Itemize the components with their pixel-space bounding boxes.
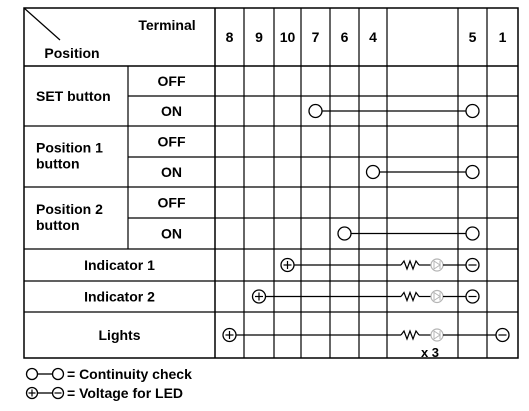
state-label: OFF xyxy=(157,73,186,89)
position-label: SET button xyxy=(36,88,111,104)
voltage-legend-symbol xyxy=(27,388,64,399)
terminal-connector-circle xyxy=(466,227,479,240)
led-symbol xyxy=(431,329,443,341)
terminal-5: 5 xyxy=(468,29,477,45)
position-label-line: Position 1 xyxy=(36,139,103,156)
position-label-line: Position 2 xyxy=(36,201,103,217)
terminal-connector-circle xyxy=(309,105,322,118)
terminal-7: 7 xyxy=(311,29,320,45)
voltage-legend-text: = Voltage for LED xyxy=(67,385,184,401)
continuity-connection-row-3 xyxy=(367,166,480,179)
led-connection-row-8 xyxy=(223,329,509,342)
continuity-legend-symbol xyxy=(27,369,64,380)
led-connection-row-6 xyxy=(281,259,479,272)
terminal-1: 1 xyxy=(498,29,507,45)
continuity-legend-text: = Continuity check xyxy=(67,366,192,382)
terminal-connector-circle xyxy=(338,227,351,240)
terminal-8: 8 xyxy=(225,29,234,45)
terminal-10: 10 xyxy=(279,29,296,45)
terminal-connector-circle xyxy=(367,166,380,179)
resistor-symbol xyxy=(401,331,419,339)
table-header xyxy=(44,17,195,61)
led-connection-row-7 xyxy=(253,290,480,303)
terminal-connector-circle xyxy=(466,166,479,179)
terminal-6: 6 xyxy=(340,29,349,45)
lights-multiplier: x 3 xyxy=(420,345,440,360)
position-header-label: Position xyxy=(44,45,100,61)
terminal-4: 4 xyxy=(369,29,377,45)
led-symbol xyxy=(431,291,443,303)
position-label-line: button xyxy=(36,155,80,172)
state-label: OFF xyxy=(157,194,186,211)
lights-multiplier-group xyxy=(421,345,439,360)
continuity-connection-row-1 xyxy=(309,105,479,118)
position-label-line: button xyxy=(36,217,80,233)
resistor-symbol xyxy=(401,293,419,301)
state-label: ON xyxy=(161,103,182,119)
state-label: OFF xyxy=(157,133,186,150)
connections xyxy=(223,105,509,342)
terminal-connector-circle xyxy=(466,105,479,118)
terminal-numbers xyxy=(226,29,507,45)
terminal-header-label: Terminal xyxy=(138,17,196,33)
state-label: ON xyxy=(161,225,182,242)
position-labels xyxy=(36,73,186,343)
position-label: Indicator 1 xyxy=(84,257,155,273)
terminal-9: 9 xyxy=(255,29,263,45)
position-label: Lights xyxy=(98,327,141,343)
led-symbol xyxy=(431,259,443,271)
legend xyxy=(27,366,193,401)
position-label: Indicator 2 xyxy=(84,288,155,305)
state-label: ON xyxy=(161,164,182,180)
resistor-symbol xyxy=(401,261,419,269)
